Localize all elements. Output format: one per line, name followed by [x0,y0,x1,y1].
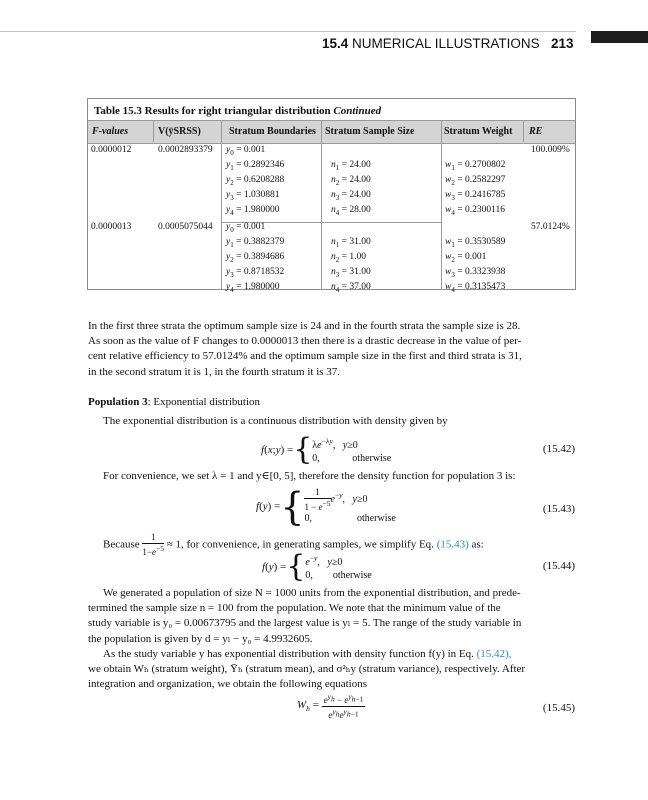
boundary: $y_1 = 0.3882379$ [226,237,285,249]
section-title: NUMERICAL ILLUSTRATIONS [352,36,540,51]
variance-value: 0.0002893379 [158,145,213,155]
paragraph-2: The exponential distribution is a continuous distribution with density given by [103,415,448,427]
boundary: $y_4 = 1.980000$ [226,282,280,294]
col-variance: V(ȳSRSS) [158,126,201,137]
equation-number: (15.42) [542,443,575,455]
weight: $w_1 = 0.3530589$ [445,237,506,249]
weight: $w_4 = 0.3135473$ [445,282,506,294]
weight: $w_3 = 0.2416785$ [445,190,506,202]
weight: $w_2 = 0.001$ [445,252,487,264]
paragraph-1: In the first three strata the optimum sample size is 24 and in the fourth strata the sample size is 28. As soon as the value of F changes to 0.0000013 then there is a drastic decrease in the value of per- cent relative efficiency to 57.0124% and the optimum sample size in the first and third strata is 31, in the second stratum it is 1, in the fourth stratum it is 37. [88,320,522,378]
sample-size: $n_3 = 31.00$ [331,267,371,279]
equation-number: (15.45) [542,702,575,714]
col-f-values: F-values [92,126,129,137]
col-sep [221,120,222,290]
sample-size: $n_4 = 37.00$ [331,282,371,294]
weight: $w_4 = 0.2300116$ [445,205,505,217]
equation-15-45: $W_h$ = $\frac{e^{y_h} - e^{y_{h-1}}}{e^{y_h}e^{y_{h-1}}}$ [297,692,364,720]
eq-ref-15-43[interactable]: (15.43) [436,538,469,551]
boundary: $y_3 = 0.8718532$ [226,267,285,279]
eq-ref-15-42[interactable]: (15.42), [476,648,512,660]
f-value: 0.0000012 [91,145,132,155]
paragraph-4: Because $\frac{1}{1-e^{-5}}$ ≈ 1, for convenience, in generating samples, we simplify Eq. (15.43) as: [103,532,484,557]
header-rule [0,31,576,32]
col-sep [321,120,322,290]
col-re: RE [529,126,543,137]
col-sep [523,120,524,142]
sample-size: $n_2 = 1.00$ [331,252,366,264]
col-boundaries: Stratum Boundaries [229,126,316,137]
equation-15-44: $f(y) =\{e^{-y}$, y≥0 0, otherwise [262,549,372,585]
weight: $w_1 = 0.2700802$ [445,160,506,172]
sample-size: $n_4 = 28.00$ [331,205,371,217]
boundary: $y_0 = 0.001$ [226,222,266,234]
paragraph-3: For convenience, we set λ = 1 and y∈[0, 5], therefore the density function for population 3 is: [103,470,516,482]
col-sep [153,120,154,142]
variance-value: 0.0005075044 [158,222,213,232]
equation-number: (15.43) [542,503,575,515]
equation-15-43: f(y) ={ $\frac{1}{1 - e^{-5}}$ $e^{-y}$, y≥0 0, otherwise [256,484,396,529]
sample-size: $n_1 = 31.00$ [331,237,371,249]
table-caption: Table 15.3 Results for right triangular distribution Continued [94,105,382,117]
re-value: 100.009% [531,145,570,155]
boundary: $y_3 = 1.030881$ [226,190,280,202]
weight: $w_3 = 0.3323938$ [445,267,506,279]
running-header [322,36,540,51]
table-header-row [88,120,575,144]
equation-number: (15.44) [542,560,575,572]
sample-size: $n_2 = 24.00$ [331,175,371,187]
sample-size: $n_1 = 24.00$ [331,160,371,172]
boundary: $y_4 = 1.980000$ [226,205,280,217]
section-number: 15.4 [322,36,349,51]
col-sep [441,120,442,290]
f-value: 0.0000013 [91,222,132,232]
boundary: $y_2 = 0.6208288$ [226,175,285,187]
col-sample-size: Stratum Sample Size [325,126,415,137]
weight: $w_2 = 0.2582297$ [445,175,506,187]
population-heading: Population 3: Exponential distribution [88,396,261,408]
paragraph-6: As the study variable y has exponential distribution with density function f(y) in Eq. (15.42), we obtain Wₕ (stratum weight), Ȳₕ (stratum mean), and σ²ₕy (stratum variance), respectively. After integration and organization, we obtain the following equations [88,648,526,691]
boundary: $y_1 = 0.2892346$ [226,160,285,172]
boundary: $y_2 = 0.3894686$ [226,252,285,264]
paragraph-5: We generated a population of size N = 1000 units from the exponential distribution, and prede- termined the sample size n = 100 from the population. We note that the minimum value of the study variable is y₀ = 0.00673795 and the largest value is yₗ = 5. The range of the study variable in the population is given by d = yₗ − y₀ = 4.9932605. [88,587,522,645]
re-value: 57.0124% [531,222,570,232]
equation-15-42: f(x;y) $=\{\lambda e^{-\lambda y}$, y≥0 0, otherwise [261,432,392,468]
page-number: 213 [551,36,574,51]
results-table [87,98,576,294]
col-weight: Stratum Weight [444,126,513,137]
sample-size: $n_3 = 24.00$ [331,190,371,202]
header-bar [591,31,648,43]
boundary: $y_0 = 0.001$ [226,145,266,157]
